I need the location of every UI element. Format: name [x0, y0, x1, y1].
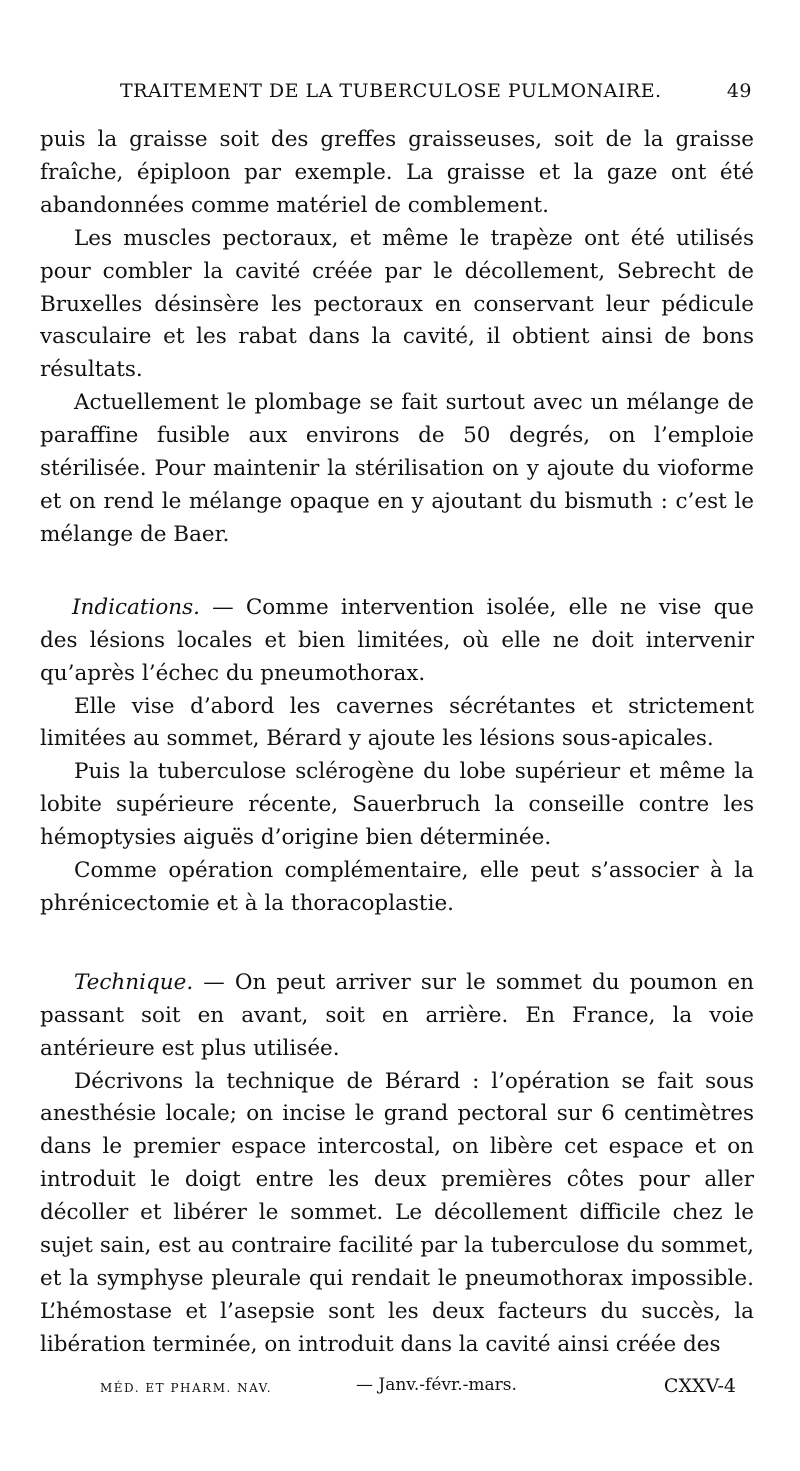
paragraph-technique	[40, 967, 754, 1066]
technique-text: — On peut arriver sur le sommet du poumon en passant soit en avant, soit en arrière. En France, la voie antérieure est plus utilisée.	[40, 969, 754, 1061]
paragraph-cavernes: Elle vise d’abord les cavernes sécrétantes et strictement limitées au sommet, Bérard y ajoute les lésions sous-apicales.	[40, 693, 754, 752]
running-head	[120, 80, 752, 106]
paragraph-muscles-pectoraux: Les muscles pectoraux, et même le trapèze ont été utilisés pour combler la cavité créée par le décollement, Sebrecht de Bruxelles désinsère les pectoraux en conservant leur pédicule vasculaire et les rabat dans la cavité, il obtient ainsi de bons résultats.	[40, 225, 754, 383]
footer-journal	[100, 1378, 272, 1396]
body-text	[40, 124, 754, 1362]
section-label-indications: Indications.	[72, 594, 201, 620]
footer-date: — Janv.-févr.-mars.	[356, 1375, 517, 1395]
page-footer	[100, 1375, 736, 1401]
footer-signature: CXXV-4	[663, 1375, 736, 1397]
section-label-technique: Technique.	[74, 969, 194, 995]
page-number: 49	[726, 80, 752, 102]
paragraph-indications	[40, 592, 754, 691]
paragraph-sclerogene: Puis la tuberculose sclérogène du lobe supérieur et même la lobite supérieure récente, Sauerbruch la conseille contre les hémoptysies aiguës d’origine bien déterminée.	[40, 759, 754, 851]
footer-journal-text: MÉD. ET PHARM. NAV.	[100, 1381, 273, 1395]
paragraph-complementaire: Comme opération complémentaire, elle peut s’associer à la phrénicectomie et à la thoracoplastie.	[40, 858, 754, 916]
paragraph-graisse: puis la graisse soit des greffes graisseuses, soit de la graisse fraîche, épiploon par exemple. La graisse et la gaze ont été abandonnées comme matériel de comblement.	[40, 127, 754, 218]
paragraph-plombage: Actuellement le plombage se fait surtout avec un mélange de paraffine fusible aux environs de 50 degrés, on l’emploie stérilisée. Pour maintenir la stérilisation on y ajoute du vioforme et on rend le mélange opaque en y ajoutant du bismuth : c’est le mélange de Baer.	[40, 390, 754, 547]
running-title: TRAITEMENT DE LA TUBERCULOSE PULMONAIRE.	[120, 80, 662, 102]
indications-text: — Comme intervention isolée, elle ne vise que des lésions locales et bien limitées, où elle ne doit intervenir qu’après l’échec du pneumothorax.	[40, 594, 754, 686]
paragraph-berard: Décrivons la technique de Bérard : l’opération se fait sous anesthésie locale; on incise le grand pectoral sur 6 centimètres dans le premier espace intercostal, on libère cet espace et on introduit le doigt entre les deux premières côtes pour aller décoller et libérer le sommet. Le décollement difficile chez le sujet sain, est au contraire facilité par la tuberculose du sommet, et la symphyse pleurale qui rendait le pneumothorax impossible. L’hémostase et l’asepsie sont les deux facteurs du succès, la libération terminée, on introduit dans la cavité ainsi créée des	[40, 1068, 754, 1357]
